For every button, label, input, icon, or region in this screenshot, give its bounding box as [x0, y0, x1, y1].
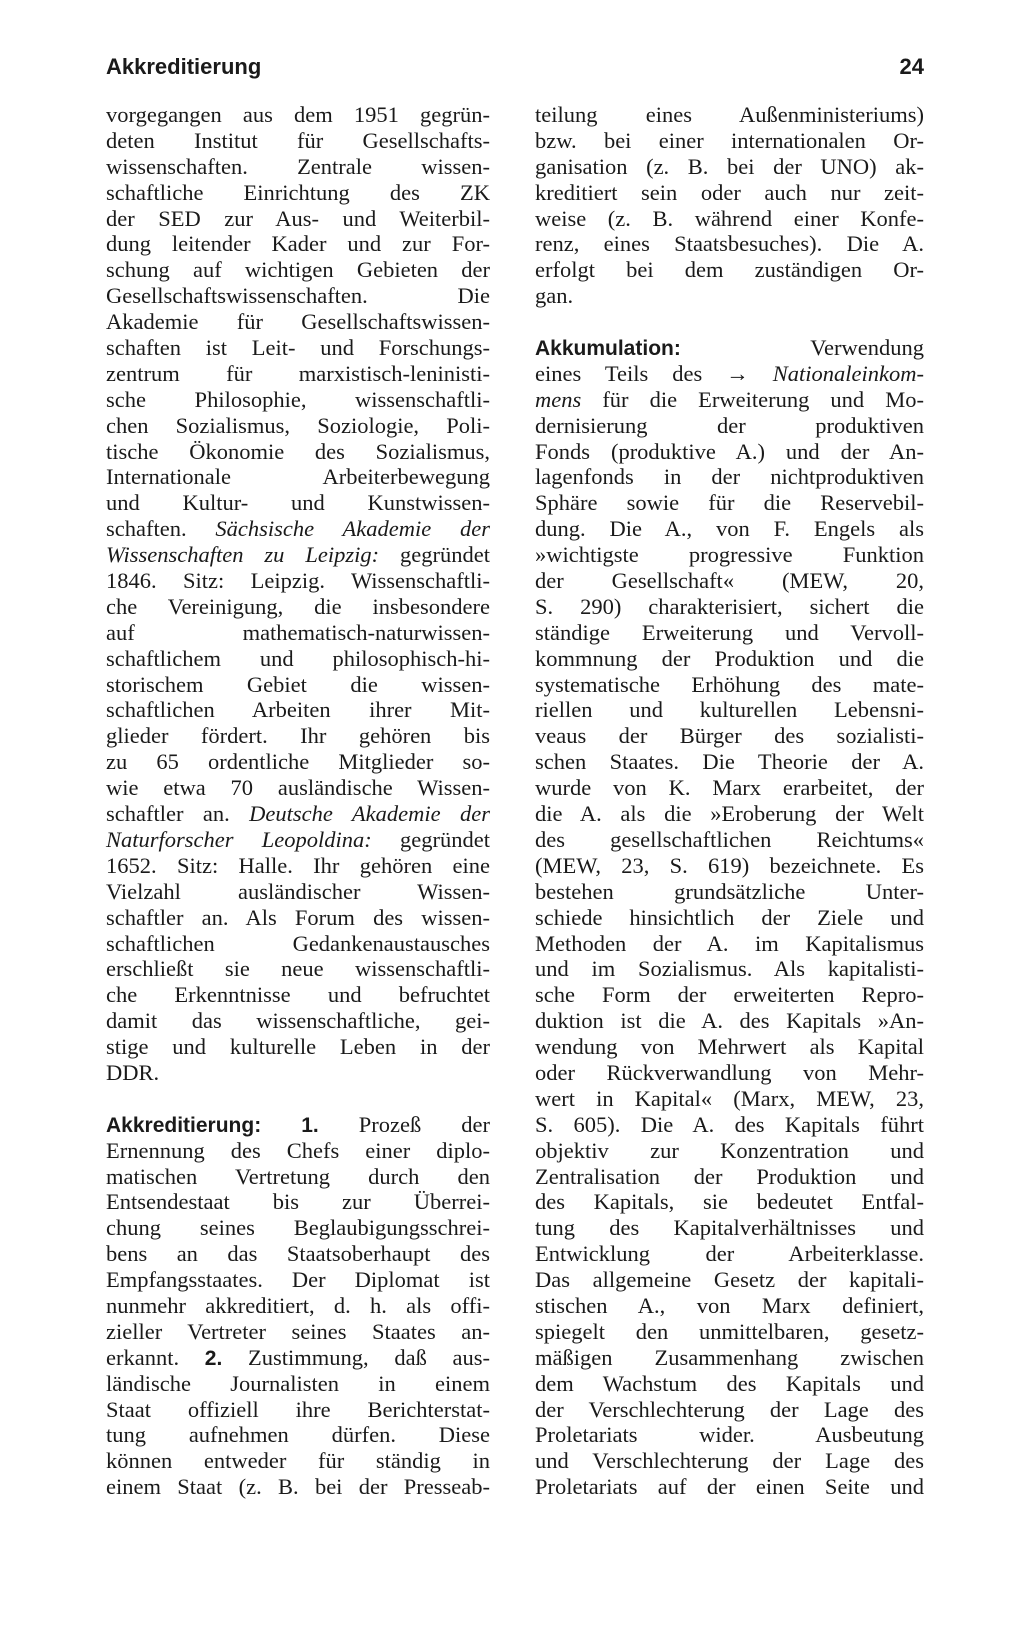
- entry-headword: 1.: [301, 1113, 319, 1137]
- text-segment: systematische Erhöhung des mate-: [535, 671, 924, 697]
- italic-term: Naturforscher Leopoldina:: [106, 826, 372, 852]
- text-line: [106, 1060, 490, 1086]
- text-line: [535, 879, 924, 905]
- entry-headword: Akkreditierung:: [106, 1113, 262, 1137]
- text-segment: 1846. Sitz: Leipzig. Wissenschaftli-: [106, 568, 490, 594]
- text-line: [106, 439, 490, 465]
- text-segment: stischen A., von Marx definiert,: [535, 1292, 924, 1318]
- text-segment: wissenschaften. Zentrale wissen-: [106, 153, 490, 179]
- text-line: [535, 723, 924, 749]
- text-segment: eines Teils des →: [535, 360, 773, 386]
- page-number: 24: [899, 54, 924, 79]
- text-segment: spiegelt den unmittelbaren, gesetz-: [535, 1318, 924, 1344]
- text-line: [535, 180, 924, 206]
- text-segment: mäßigen Zusammenhang zwischen: [535, 1344, 924, 1370]
- text-segment: Fonds (produktive A.) und der An-: [535, 438, 924, 464]
- text-segment: Entwicklung der Arbeiterklasse.: [535, 1241, 924, 1267]
- italic-term: Nationaleinkom-: [772, 360, 924, 386]
- text-line: [535, 1112, 924, 1138]
- text-line: [106, 1241, 490, 1267]
- text-line: [535, 982, 924, 1008]
- text-segment: che Vereinigung, die insbesondere: [106, 593, 490, 619]
- text-line: [535, 1241, 924, 1267]
- paragraph-gap: [535, 309, 924, 335]
- text-segment: schaftler an.: [106, 801, 250, 827]
- text-line: [106, 542, 490, 568]
- text-segment: können entweder für ständig in: [106, 1448, 490, 1474]
- text-segment: storischem Gebiet die wissen-: [106, 671, 490, 697]
- italic-term: mens: [535, 386, 582, 412]
- text-segment: [261, 1112, 301, 1137]
- text-segment: kommnung der Produktion und die: [535, 645, 924, 671]
- text-line: [106, 335, 490, 361]
- italic-term: Sächsische Akademie der: [215, 516, 490, 542]
- text-line: [535, 827, 924, 853]
- text-line: [106, 206, 490, 232]
- text-line: [106, 723, 490, 749]
- text-line: [106, 516, 490, 542]
- text-segment: dem Wachstum des Kapitals und: [535, 1370, 924, 1396]
- text-line: [535, 439, 924, 465]
- text-segment: matischen Vertretung durch den: [106, 1163, 490, 1189]
- text-segment: ständige Erweiterung und Vervoll-: [535, 619, 924, 645]
- entry-headword: Akkumulation:: [535, 337, 681, 361]
- text-line: [106, 257, 490, 283]
- text-line: [106, 1448, 490, 1474]
- text-segment: tung des Kapitalverhältnisses und: [535, 1215, 924, 1241]
- italic-term: Wissenschaften zu Leipzig:: [106, 542, 380, 568]
- text-segment: »wichtigste progressive Funktion: [535, 542, 924, 568]
- text-line: [106, 879, 490, 905]
- text-line: [535, 1086, 924, 1112]
- text-line: [535, 464, 924, 490]
- text-line: [535, 775, 924, 801]
- text-segment: stige und kulturelle Leben in der: [106, 1034, 490, 1060]
- text-line: [106, 128, 490, 154]
- text-segment: DDR.: [106, 1059, 160, 1085]
- text-segment: deten Institut für Gesellschafts-: [106, 127, 490, 153]
- text-segment: Das allgemeine Gesetz der kapitali-: [535, 1267, 924, 1293]
- text-segment: teilung eines Außenministeriums): [535, 102, 924, 127]
- text-segment: nunmehr akkreditiert, d. h. als offi-: [106, 1292, 490, 1318]
- text-segment: Staat offiziell ihre Berichterstat-: [106, 1396, 490, 1422]
- text-line: [106, 568, 490, 594]
- text-line: [106, 1164, 490, 1190]
- text-segment: schen Staates. Die Theorie der A.: [535, 749, 924, 775]
- text-segment: dernisierung der produktiven: [535, 412, 924, 438]
- text-line: [106, 620, 490, 646]
- text-line: [535, 1008, 924, 1034]
- text-line: [106, 361, 490, 387]
- text-line: [535, 1422, 924, 1448]
- text-segment: schaftlichen Arbeiten ihrer Mit-: [106, 697, 490, 723]
- text-line: [535, 128, 924, 154]
- text-segment: Proletariats wider. Ausbeutung: [535, 1422, 924, 1448]
- text-line: [535, 1345, 924, 1371]
- text-segment: dung. Die A., von F. Engels als: [535, 516, 924, 542]
- text-line: [106, 180, 490, 206]
- text-segment: die A. als die »Eroberung der Welt: [535, 801, 924, 827]
- text-segment: schaftler an. Als Forum des wissen-: [106, 904, 490, 930]
- text-line: [535, 1164, 924, 1190]
- text-line: [106, 982, 490, 1008]
- text-line: [535, 490, 924, 516]
- text-line: [106, 283, 490, 309]
- text-line: [106, 594, 490, 620]
- text-line: [535, 853, 924, 879]
- text-segment: che Erkenntnisse und befruchtet: [106, 982, 490, 1008]
- text-line: [535, 1189, 924, 1215]
- text-segment: chung seines Beglaubigungsschrei-: [106, 1215, 490, 1241]
- text-segment: lagenfonds in der nichtproduktiven: [535, 464, 924, 490]
- text-line: [106, 102, 490, 128]
- text-line: [535, 206, 924, 232]
- text-segment: Verwendung: [680, 335, 924, 361]
- text-segment: ganisation (z. B. bei der UNO) ak-: [535, 153, 924, 179]
- text-segment: oder Rückverwandlung von Mehr-: [535, 1059, 924, 1085]
- text-segment: wert in Kapital« (Marx, MEW, 23,: [535, 1085, 924, 1111]
- text-segment: sche Form der erweiterten Repro-: [535, 982, 924, 1008]
- text-segment: Akademie für Gesellschaftswissen-: [106, 309, 490, 335]
- text-line: [535, 749, 924, 775]
- text-line: [106, 1215, 490, 1241]
- text-line: [535, 1215, 924, 1241]
- text-line: [106, 413, 490, 439]
- text-segment: und im Sozialismus. Als kapitalisti-: [535, 956, 924, 982]
- text-line: [535, 956, 924, 982]
- running-head: Akkreditierung: [106, 54, 262, 79]
- text-line: [106, 697, 490, 723]
- text-segment: Zustimmung, daß aus-: [222, 1344, 491, 1370]
- text-segment: wendung von Mehrwert als Kapital: [535, 1034, 924, 1060]
- text-line: [106, 1138, 490, 1164]
- text-segment: Empfangsstaates. Der Diplomat ist: [106, 1267, 490, 1293]
- text-line: [535, 361, 924, 387]
- text-segment: duktion ist die A. des Kapitals »An-: [535, 1008, 924, 1034]
- text-line: [535, 905, 924, 931]
- text-segment: zieller Vertreter seines Staates an-: [106, 1318, 490, 1344]
- text-segment: Entsendestaat bis zur Überrei-: [106, 1189, 490, 1215]
- text-line: [535, 335, 924, 361]
- text-segment: Methoden der A. im Kapitalismus: [535, 930, 924, 956]
- text-line: [535, 516, 924, 542]
- text-segment: schaften ist Leit- und Forschungs-: [106, 335, 490, 361]
- text-line: [535, 1267, 924, 1293]
- text-segment: Internationale Arbeiterbewegung: [106, 464, 490, 490]
- text-segment: Zentralisation der Produktion und: [535, 1163, 924, 1189]
- text-line: [535, 413, 924, 439]
- text-line: [535, 102, 924, 128]
- text-line: [106, 1008, 490, 1034]
- text-line: [106, 231, 490, 257]
- text-segment: Vielzahl ausländischer Wissen-: [106, 878, 490, 904]
- text-line: [106, 1319, 490, 1345]
- text-segment: des gesellschaftlichen Reichtums«: [535, 826, 924, 852]
- text-segment: der Gesellschaft« (MEW, 20,: [535, 568, 924, 594]
- text-line: [535, 594, 924, 620]
- text-segment: Gesellschaftswissenschaften. Die: [106, 283, 490, 309]
- text-line: [106, 1422, 490, 1448]
- text-line: [535, 1397, 924, 1423]
- text-line: [106, 1267, 490, 1293]
- text-segment: zu 65 ordentliche Mitglieder so-: [106, 749, 490, 775]
- text-segment: gegründet: [371, 826, 490, 852]
- text-segment: des Kapitals, sie bedeutet Entfal-: [535, 1189, 924, 1215]
- text-line: [106, 775, 490, 801]
- text-segment: dung leitender Kader und zur For-: [106, 231, 490, 257]
- text-segment: objektiv zur Konzentration und: [535, 1137, 924, 1163]
- paragraph-gap: [106, 1086, 490, 1112]
- text-segment: schaftliche Einrichtung des ZK: [106, 179, 490, 205]
- text-segment: schiede hinsichtlich der Ziele und: [535, 904, 924, 930]
- text-segment: und Kultur- und Kunstwissen-: [106, 490, 490, 516]
- text-segment: damit das wissenschaftliche, gei-: [106, 1008, 490, 1034]
- text-segment: erkannt.: [106, 1344, 205, 1370]
- text-line: [535, 1371, 924, 1397]
- text-line: [535, 801, 924, 827]
- text-segment: schaften.: [106, 516, 216, 542]
- text-line: [106, 464, 490, 490]
- text-line: [535, 1474, 924, 1500]
- text-segment: ländische Journalisten in einem: [106, 1370, 490, 1396]
- text-line: [535, 1448, 924, 1474]
- text-line: [535, 931, 924, 957]
- text-line: [535, 283, 924, 309]
- text-segment: der Verschlechterung der Lage des: [535, 1396, 924, 1422]
- text-segment: einem Staat (z. B. bei der Presseab-: [106, 1474, 490, 1500]
- text-segment: erfolgt bei dem zuständigen Or-: [535, 257, 924, 283]
- text-line: [106, 801, 490, 827]
- text-line: [106, 387, 490, 413]
- text-segment: schung auf wichtigen Gebieten der: [106, 257, 490, 283]
- text-segment: erschließt sie neue wissenschaftli-: [106, 956, 490, 982]
- text-line: [106, 1345, 490, 1371]
- text-segment: tung aufnehmen dürfen. Diese: [106, 1422, 490, 1448]
- text-segment: Prozeß der: [318, 1111, 491, 1137]
- text-line: [535, 257, 924, 283]
- text-line: [106, 1034, 490, 1060]
- text-line: [106, 853, 490, 879]
- text-line: [106, 646, 490, 672]
- text-line: [106, 490, 490, 516]
- text-line: [106, 672, 490, 698]
- text-segment: Sphäre sowie für die Reservebil-: [535, 490, 924, 516]
- text-line: [535, 1034, 924, 1060]
- text-segment: veaus der Bürger des sozialisti-: [535, 723, 924, 749]
- text-line: [106, 1112, 490, 1138]
- text-segment: bens an das Staatsoberhaupt des: [106, 1241, 490, 1267]
- text-segment: wie etwa 70 ausländische Wissen-: [106, 775, 490, 801]
- right-text-column: [535, 102, 924, 1500]
- text-line: [106, 905, 490, 931]
- text-line: [106, 931, 490, 957]
- text-segment: riellen und kulturellen Lebensni-: [535, 697, 924, 723]
- text-segment: bestehen grundsätzliche Unter-: [535, 878, 924, 904]
- text-line: [535, 568, 924, 594]
- text-segment: vorgegangen aus dem 1951 gegrün-: [106, 102, 490, 127]
- text-segment: glieder fördert. Ihr gehören bis: [106, 723, 490, 749]
- text-line: [535, 154, 924, 180]
- text-line: [535, 231, 924, 257]
- text-segment: renz, eines Staatsbesuches). Die A.: [535, 231, 924, 257]
- text-line: [535, 387, 924, 413]
- text-line: [535, 1138, 924, 1164]
- text-segment: wurde von K. Marx erarbeitet, der: [535, 775, 924, 801]
- text-segment: chen Sozialismus, Soziologie, Poli-: [106, 412, 490, 438]
- text-segment: gan.: [535, 283, 574, 309]
- text-line: [106, 154, 490, 180]
- text-line: [535, 646, 924, 672]
- text-segment: schaftlichem und philosophisch-hi-: [106, 645, 490, 671]
- text-line: [106, 749, 490, 775]
- text-segment: tische Ökonomie des Sozialismus,: [106, 438, 490, 464]
- text-segment: für die Erweiterung und Mo-: [581, 386, 924, 412]
- text-segment: S. 605). Die A. des Kapitals führt: [535, 1111, 924, 1137]
- text-segment: S. 290) charakterisiert, sichert die: [535, 593, 924, 619]
- text-segment: auf mathematisch-naturwissen-: [106, 619, 490, 645]
- text-segment: sche Philosophie, wissenschaftli-: [106, 386, 490, 412]
- text-segment: bzw. bei einer internationalen Or-: [535, 127, 924, 153]
- text-line: [106, 1474, 490, 1500]
- text-line: [535, 542, 924, 568]
- text-segment: schaftlichen Gedankenaustausches: [106, 930, 490, 956]
- text-segment: der SED zur Aus- und Weiterbil-: [106, 205, 490, 231]
- text-line: [535, 1293, 924, 1319]
- text-line: [535, 1060, 924, 1086]
- entry-headword: 2.: [204, 1346, 223, 1370]
- text-line: [535, 1319, 924, 1345]
- italic-term: Deutsche Akademie der: [249, 801, 490, 827]
- text-segment: weise (z. B. während einer Konfe-: [535, 205, 924, 231]
- text-line: [106, 956, 490, 982]
- page-header: [106, 50, 924, 84]
- text-segment: Proletariats auf der einen Seite und: [535, 1474, 924, 1500]
- text-line: [535, 697, 924, 723]
- text-segment: zentrum für marxistisch-leninisti-: [106, 360, 490, 386]
- text-segment: und Verschlechterung der Lage des: [535, 1448, 924, 1474]
- text-line: [106, 1371, 490, 1397]
- text-line: [106, 1189, 490, 1215]
- text-segment: gegründet: [379, 542, 491, 568]
- text-segment: Ernennung des Chefs einer diplo-: [106, 1137, 490, 1163]
- left-text-column: [106, 102, 490, 1500]
- text-segment: 1652. Sitz: Halle. Ihr gehören eine: [106, 852, 490, 878]
- text-segment: (MEW, 23, S. 619) bezeichnete. Es: [535, 852, 924, 878]
- text-segment: kreditiert sein oder auch nur zeit-: [535, 179, 924, 205]
- text-line: [535, 620, 924, 646]
- text-line: [106, 309, 490, 335]
- text-line: [106, 827, 490, 853]
- text-line: [535, 672, 924, 698]
- text-line: [106, 1397, 490, 1423]
- text-line: [106, 1293, 490, 1319]
